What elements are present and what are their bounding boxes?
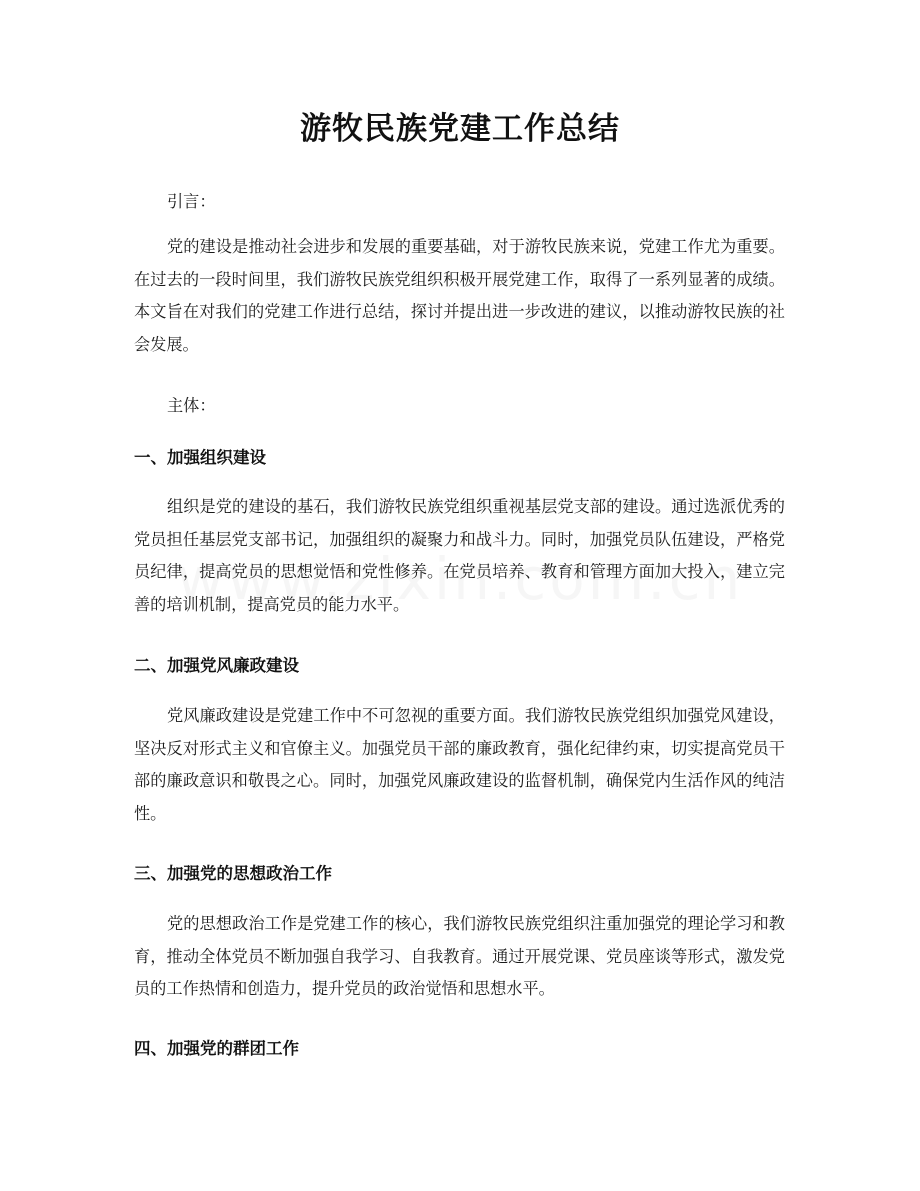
document-title: 游牧民族党建工作总结 [300,111,620,147]
section-paragraph-3: 党的思想政治工作是党建工作的核心，我们游牧民族党组织注重加强党的理论学习和教育，推动全体党员不断加强自我学习、自我教育。通过开展党课、党员座谈等形式，激发党员的工作热情和创造力，提升党员的政治觉悟和思想水平。 [134,914,785,998]
section-heading-2: 二、加强党风廉政建设 [134,656,299,675]
section-heading-4: 四、加强党的群团工作 [134,1039,299,1058]
intro-label: 引言： [167,192,216,211]
section-paragraph-1: 组织是党的建设的基石，我们游牧民族党组织重视基层党支部的建设。通过选派优秀的党员担任基层党支部书记，加强组织的凝聚力和战斗力。同时，加强党员队伍建设，严格党员纪律，提高党员的思想觉悟和党性修养。在党员培养、教育和管理方面加大投入，建立完善的培训机制，提高党员的能力水平。 [134,497,785,614]
section-heading-1: 一、加强组织建设 [134,448,266,467]
intro-paragraph: 党的建设是推动社会进步和发展的重要基础，对于游牧民族来说，党建工作尤为重要。在过去的一段时间里，我们游牧民族党组织积极开展党建工作，取得了一系列显著的成绩。本文旨在对我们的党建工作进行总结，探讨并提出进一步改进的建议，以推动游牧民族的社会发展。 [134,237,785,354]
section-heading-3: 三、加强党的思想政治工作 [134,864,332,883]
body-label: 主体： [167,396,216,415]
section-paragraph-2: 党风廉政建设是党建工作中不可忽视的重要方面。我们游牧民族党组织加强党风建设，坚决反对形式主义和官僚主义。加强党员干部的廉政教育，强化纪律约束，切实提高党员干部的廉政意识和敬畏之心。同时，加强党风廉政建设的监督机制，确保党内生活作风的纯洁性。 [134,706,785,823]
